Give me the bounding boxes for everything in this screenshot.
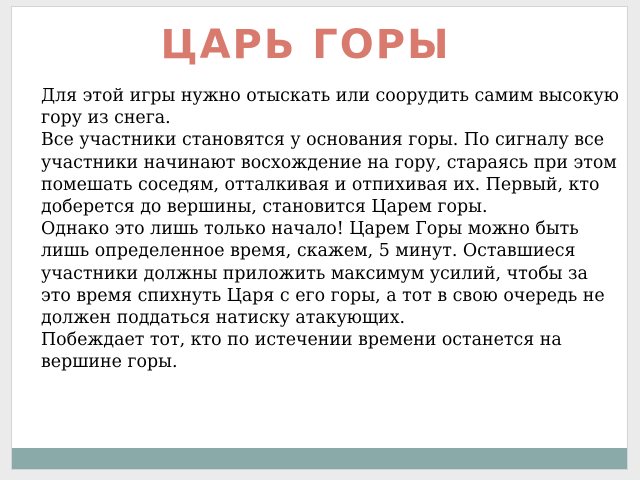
paragraph-intro: Для этой игры нужно отыскать или соорудить самим высокую гору из снега. <box>41 86 619 129</box>
paragraph-defense: Однако это лишь только начало! Царем Горы можно быть лишь определенное время, скажем, 5 минут. Оставшиеся участники должны приложить максимум усилий, чтобы за это время спихнуть Царя с его горы, а тот в свою очередь не должен поддаться натиску атакующих. <box>41 219 605 329</box>
paragraph-winner: Побеждает тот, кто по истечении времени останется на вершине горы. <box>41 330 562 373</box>
footer-bar <box>12 448 627 469</box>
slide-body <box>41 85 621 374</box>
slide-title: ЦАРЬ ГОРЫ <box>160 22 451 68</box>
paragraph-rules: Все участники становятся у основания горы. По сигналу все участники начинают восхождение на гору, стараясь при этом помешать соседям, отталкивая и отпихивая их. Первый, кто доберется до вершины, становится Царем горы. <box>41 130 617 218</box>
slide <box>11 6 628 470</box>
